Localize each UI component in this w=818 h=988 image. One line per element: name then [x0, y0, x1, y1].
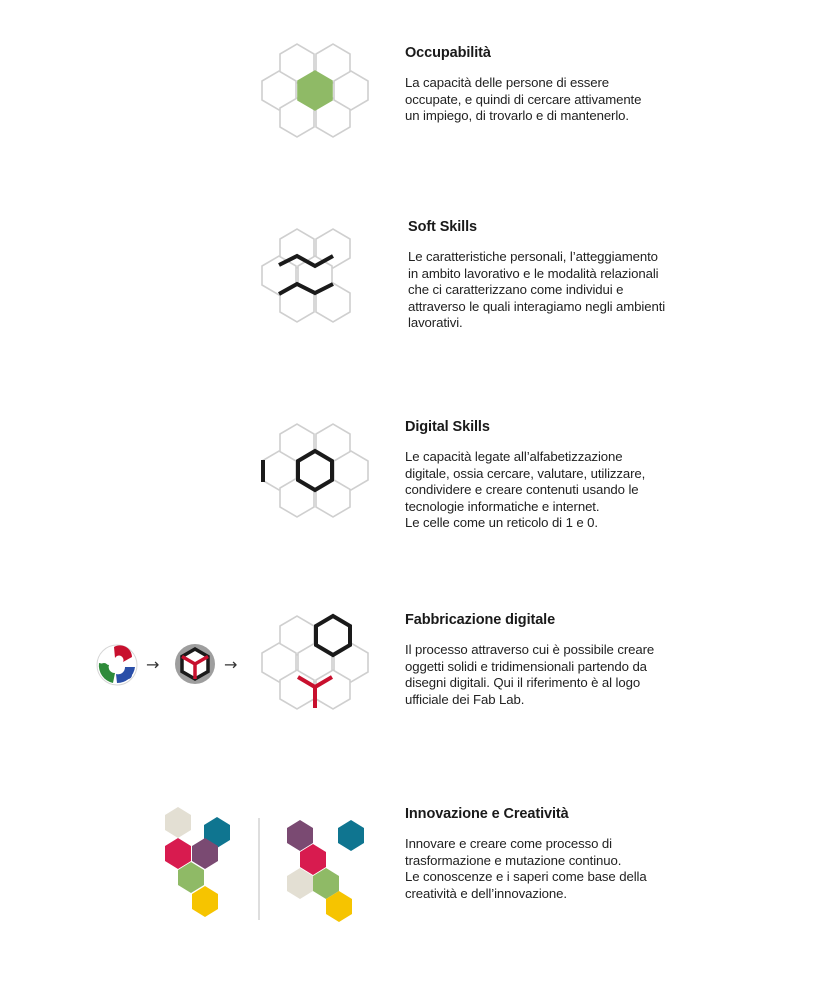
section-description: Innovare e creare come processo di trasformazione e mutazione continuo. Le conoscenze e i saperi come base della creatività e dell’innovazione.	[405, 836, 647, 901]
section-title: Fabbricazione digitale	[405, 612, 556, 628]
section-soft-skills	[408, 219, 708, 332]
zero-hex	[298, 451, 332, 490]
honeycomb-binary-icon	[262, 424, 368, 517]
section-title: Soft Skills	[408, 219, 477, 235]
honeycomb-wave-lines-icon	[262, 229, 350, 322]
section-fabbricazione-digitale	[405, 612, 705, 708]
section-description: Le capacità legate all’alfabetizzazione digitale, ossia cercare, valutare, utilizzare, condividere e creare contenuti usando le tecnologie informatiche e internet. Le celle come un reticolo di 1 e 0.	[405, 449, 646, 531]
section-occupabilita	[405, 45, 705, 125]
section-title: Innovazione e Creatività	[405, 806, 569, 822]
cube-logo	[175, 644, 215, 684]
section-digital-skills	[405, 419, 705, 532]
honeycomb-filled-center-icon	[262, 44, 368, 137]
black-hex	[316, 616, 350, 655]
colored-hexagons-icon	[165, 807, 364, 922]
section-description: Il processo attraverso cui è possibile creare oggetti solidi e tridimensionali partendo da disegni digitali. Qui il riferimento è al logo ufficiale dei Fab Lab.	[405, 642, 655, 707]
arrow-icon: →	[224, 655, 238, 674]
fablab-logo	[97, 645, 137, 685]
arrow-icon: →	[146, 655, 160, 674]
section-title: Occupabilità	[405, 45, 491, 61]
section-title: Digital Skills	[405, 419, 490, 435]
section-description: Le caratteristiche personali, l’atteggiamento in ambito lavorativo e le modalità relazionali che ci caratterizzano come individui e attraverso le quali interagiamo negli ambienti lavorativi.	[408, 249, 666, 331]
fablab-to-honeycomb-icon	[97, 616, 368, 709]
section-description: La capacità delle persone di essere occupate, e quindi di cercare attivamente un impiego, di trovarlo e di mantenerlo.	[405, 75, 642, 124]
section-innovazione-creativita	[405, 806, 705, 902]
